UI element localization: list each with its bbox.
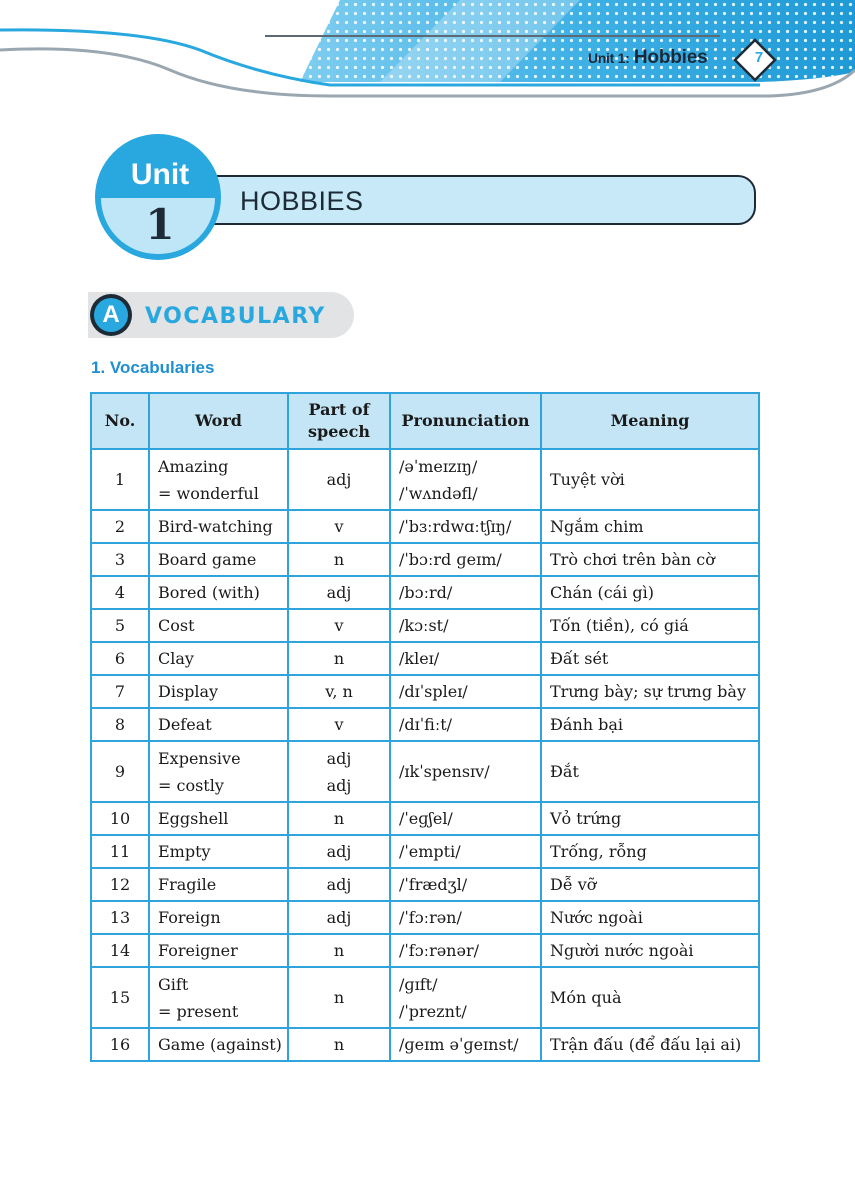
table-header-row bbox=[91, 393, 759, 449]
row-meaning: Người nước ngoài bbox=[541, 934, 759, 967]
row-no: 7 bbox=[91, 675, 149, 708]
row-no: 10 bbox=[91, 802, 149, 835]
section-title: VOCABULARY bbox=[145, 304, 326, 329]
row-meaning: Nước ngoài bbox=[541, 901, 759, 934]
word-line: = present bbox=[158, 1001, 239, 1021]
row-pronunciation: /ˈempti/ bbox=[390, 835, 541, 868]
running-head-unit: Unit 1: bbox=[588, 50, 630, 66]
table-row bbox=[91, 741, 759, 802]
header-band bbox=[0, 0, 855, 110]
row-word: Empty bbox=[149, 835, 288, 868]
header-pos-line2: speech bbox=[308, 422, 370, 441]
row-meaning: Vỏ trứng bbox=[541, 802, 759, 835]
row-meaning: Dễ vỡ bbox=[541, 868, 759, 901]
row-pos: v, n bbox=[288, 675, 390, 708]
row-pos: n bbox=[288, 967, 390, 1028]
row-pronunciation: /ˈfrædʒl/ bbox=[390, 868, 541, 901]
table-row bbox=[91, 543, 759, 576]
section-letter-badge bbox=[90, 294, 132, 336]
row-no: 4 bbox=[91, 576, 149, 609]
row-meaning: Trò chơi trên bàn cờ bbox=[541, 543, 759, 576]
row-pronunciation: /ˈeɡʃel/ bbox=[390, 802, 541, 835]
row-pronunciation: /ˈbɜːrdwɑːtʃɪŋ/ bbox=[390, 510, 541, 543]
row-pronunciation: /dɪˈspleɪ/ bbox=[390, 675, 541, 708]
row-pronunciation: /bɔːrd/ bbox=[390, 576, 541, 609]
row-word: Cost bbox=[149, 609, 288, 642]
table-row bbox=[91, 967, 759, 1028]
row-pronunciation bbox=[390, 449, 541, 510]
pron-line: /əˈmeɪzɪŋ/ bbox=[399, 456, 478, 476]
header-pos-line1: Part of bbox=[308, 400, 370, 419]
row-pos: adj bbox=[288, 835, 390, 868]
row-pronunciation: /ɡeɪm əˈɡeɪnst/ bbox=[390, 1028, 541, 1061]
row-no: 15 bbox=[91, 967, 149, 1028]
row-pronunciation bbox=[390, 967, 541, 1028]
unit-word: Unit bbox=[130, 158, 190, 191]
row-no: 8 bbox=[91, 708, 149, 741]
row-word: Eggshell bbox=[149, 802, 288, 835]
table-row bbox=[91, 868, 759, 901]
unit-number: 1 bbox=[145, 200, 175, 249]
word-line: Expensive bbox=[158, 748, 241, 768]
row-pronunciation: /dɪˈfiːt/ bbox=[390, 708, 541, 741]
row-pronunciation: /kleɪ/ bbox=[390, 642, 541, 675]
row-meaning: Trưng bày; sự trưng bày bbox=[541, 675, 759, 708]
row-word: Bored (with) bbox=[149, 576, 288, 609]
row-word: Clay bbox=[149, 642, 288, 675]
header-no: No. bbox=[91, 393, 149, 449]
row-meaning: Đánh bại bbox=[541, 708, 759, 741]
table-row bbox=[91, 802, 759, 835]
unit-title: HOBBIES bbox=[240, 186, 364, 216]
row-word: Board game bbox=[149, 543, 288, 576]
header-meaning: Meaning bbox=[541, 393, 759, 449]
row-word bbox=[149, 741, 288, 802]
page-number: 7 bbox=[754, 49, 764, 66]
pos-line: adj bbox=[326, 775, 352, 795]
row-meaning: Món quà bbox=[541, 967, 759, 1028]
row-word: Defeat bbox=[149, 708, 288, 741]
word-line: = wonderful bbox=[158, 483, 259, 503]
row-no: 11 bbox=[91, 835, 149, 868]
row-meaning: Tuyệt vời bbox=[541, 449, 759, 510]
row-no: 13 bbox=[91, 901, 149, 934]
row-pronunciation: /kɔːst/ bbox=[390, 609, 541, 642]
header-part-of-speech bbox=[288, 393, 390, 449]
table-row bbox=[91, 510, 759, 543]
row-meaning: Đất sét bbox=[541, 642, 759, 675]
row-word: Display bbox=[149, 675, 288, 708]
row-no: 3 bbox=[91, 543, 149, 576]
pron-line: /ˈwʌndəfl/ bbox=[399, 483, 478, 503]
row-pronunciation: /ˈfɔːrən/ bbox=[390, 901, 541, 934]
row-word bbox=[149, 967, 288, 1028]
pron-line: /ɡɪft/ bbox=[399, 974, 438, 994]
word-line: Gift bbox=[158, 974, 189, 994]
header-word: Word bbox=[149, 393, 288, 449]
row-pos: adj bbox=[288, 868, 390, 901]
table-row bbox=[91, 449, 759, 510]
row-word bbox=[149, 449, 288, 510]
header-pronunciation: Pronunciation bbox=[390, 393, 541, 449]
row-pos: v bbox=[288, 609, 390, 642]
running-head bbox=[588, 47, 707, 69]
table-row bbox=[91, 934, 759, 967]
table-row bbox=[91, 675, 759, 708]
row-no: 2 bbox=[91, 510, 149, 543]
row-meaning: Chán (cái gì) bbox=[541, 576, 759, 609]
row-word: Game (against) bbox=[149, 1028, 288, 1061]
vocabulary-table bbox=[90, 392, 760, 1062]
row-meaning: Ngắm chim bbox=[541, 510, 759, 543]
row-no: 6 bbox=[91, 642, 149, 675]
row-pronunciation: /ɪkˈspensɪv/ bbox=[390, 741, 541, 802]
row-pos: n bbox=[288, 802, 390, 835]
table-row bbox=[91, 642, 759, 675]
row-no: 9 bbox=[91, 741, 149, 802]
row-meaning: Trận đấu (để đấu lại ai) bbox=[541, 1028, 759, 1061]
table-row bbox=[91, 1028, 759, 1061]
row-pos: v bbox=[288, 510, 390, 543]
row-pos: n bbox=[288, 934, 390, 967]
pron-line: /ˈpreznt/ bbox=[399, 1001, 467, 1021]
row-no: 16 bbox=[91, 1028, 149, 1061]
row-pos: n bbox=[288, 1028, 390, 1061]
row-no: 5 bbox=[91, 609, 149, 642]
row-meaning: Trống, rỗng bbox=[541, 835, 759, 868]
table-row bbox=[91, 708, 759, 741]
subsection-title: 1. Vocabularies bbox=[91, 358, 215, 377]
table-row bbox=[91, 901, 759, 934]
row-no: 14 bbox=[91, 934, 149, 967]
row-pos: n bbox=[288, 642, 390, 675]
row-no: 12 bbox=[91, 868, 149, 901]
row-pos: adj bbox=[288, 901, 390, 934]
word-line: Amazing bbox=[158, 456, 229, 476]
table-row bbox=[91, 835, 759, 868]
row-meaning: Tốn (tiền), có giá bbox=[541, 609, 759, 642]
row-word: Fragile bbox=[149, 868, 288, 901]
row-meaning: Đắt bbox=[541, 741, 759, 802]
row-pos bbox=[288, 741, 390, 802]
row-pos: adj bbox=[288, 449, 390, 510]
row-no: 1 bbox=[91, 449, 149, 510]
table-row bbox=[91, 609, 759, 642]
row-pronunciation: /ˈbɔːrd ɡeɪm/ bbox=[390, 543, 541, 576]
pos-line: adj bbox=[326, 748, 352, 768]
running-head-title: Hobbies bbox=[633, 47, 708, 68]
word-line: = costly bbox=[158, 775, 224, 795]
row-pos: n bbox=[288, 543, 390, 576]
row-word: Bird-watching bbox=[149, 510, 288, 543]
row-pos: v bbox=[288, 708, 390, 741]
row-word: Foreigner bbox=[149, 934, 288, 967]
row-word: Foreign bbox=[149, 901, 288, 934]
row-pronunciation: /ˈfɔːrənər/ bbox=[390, 934, 541, 967]
table-row bbox=[91, 576, 759, 609]
section-letter: A bbox=[94, 298, 128, 332]
row-pos: adj bbox=[288, 576, 390, 609]
